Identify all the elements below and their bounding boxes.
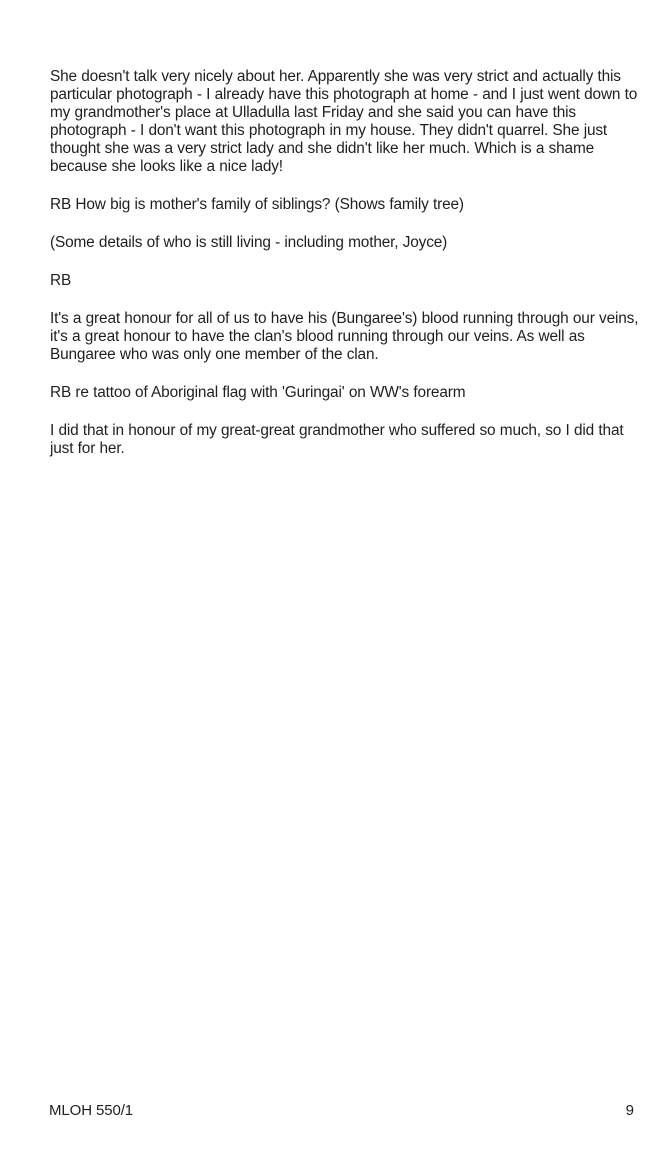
document-reference: MLOH 550/1 [49,1102,134,1119]
paragraph-living-details: (Some details of who is still living - including mother, Joyce) [50,234,448,251]
paragraph-tattoo-question: RB re tattoo of Aboriginal flag with 'Guringai' on WW's forearm [50,384,466,401]
paragraph-family-question: RB How big is mother's family of siblings? (Shows family tree) [50,196,464,213]
transcript-body [50,68,645,478]
paragraph-speaker-rb: RB [50,272,72,289]
paragraph-grandmother-photograph: She doesn't talk very nicely about her. Apparently she was very strict and actually this particular photograph - I already have this photograph at home - and I just went down to my grandmother's place at Ulladulla last Friday and she said you can have this photograph - I don't want this photograph in my house. They didn't quarrel. She just thought she was a very strict lady and she didn't like her much. Which is a shame because she looks like a nice lady! [50,68,638,175]
page-number: 9 [625,1102,634,1119]
paragraph-tattoo-answer: I did that in honour of my great-great grandmother who suffered so much, so I did that just for her. [50,422,624,457]
paragraph-bungaree-honour: It's a great honour for all of us to have his (Bungaree's) blood running through our veins, it's a great honour to have the clan's blood running through our veins. As well as Bungaree who was only one member of the clan. [50,310,639,363]
